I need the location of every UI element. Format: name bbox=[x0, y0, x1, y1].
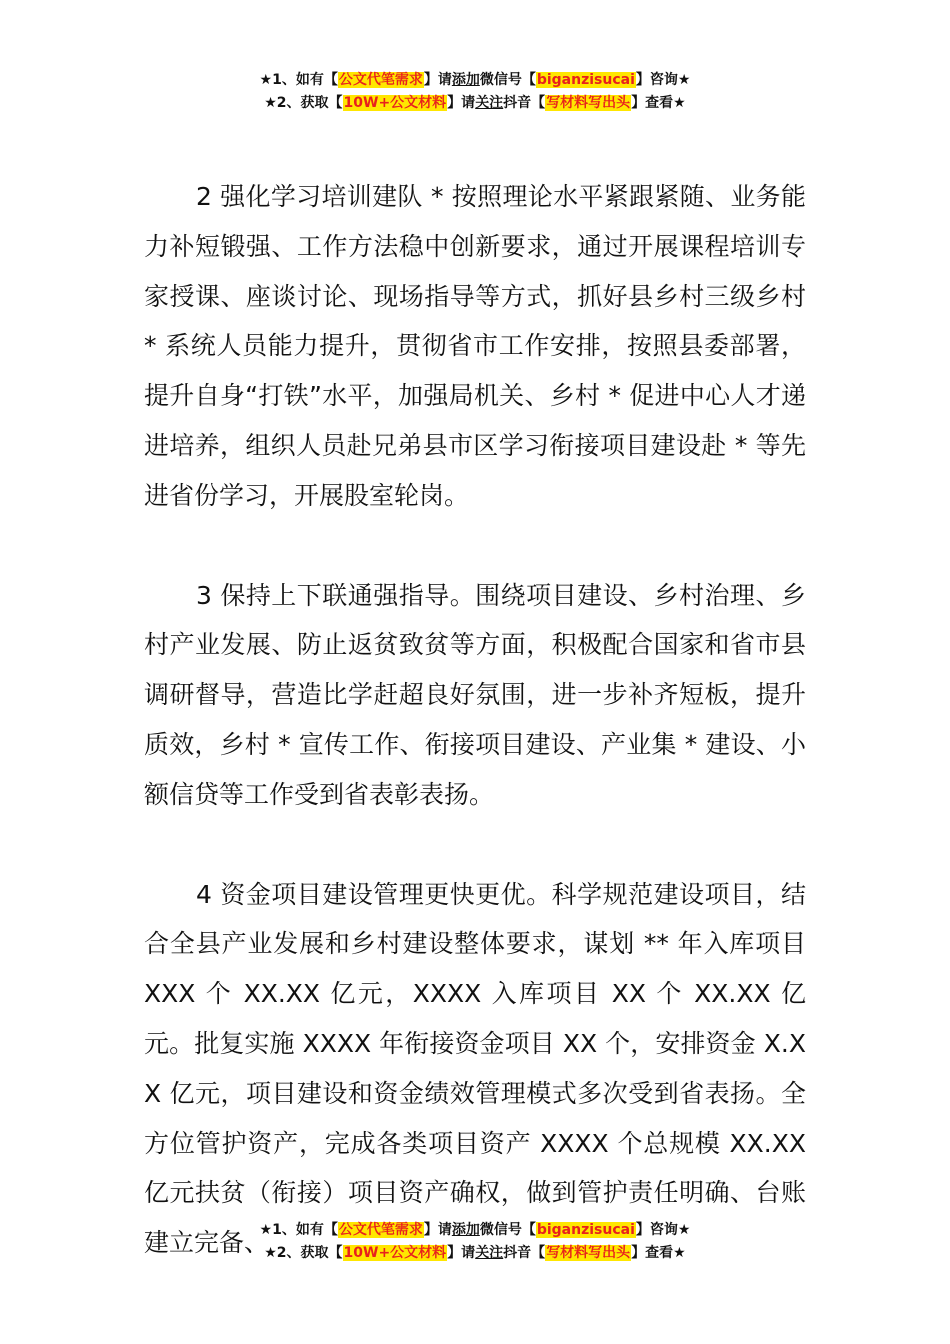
footer-banner bbox=[0, 1219, 950, 1265]
footer-line-2-suffix: 】查看★ bbox=[631, 1245, 686, 1261]
footer-line-1-prefix: ★1、如有【 bbox=[259, 1222, 338, 1238]
footer-line-2-mid-2: 抖音【 bbox=[503, 1245, 546, 1261]
header-line-1-underlined: 添加 bbox=[451, 72, 480, 88]
paragraph-2-training: 2 强化学习培训建队 * 按照理论水平紧跟紧随、业务能力补短锻强、工作方法稳中创新要求，通过开展课程培训专家授课、座谈讨论、现场指导等方式，抓好县乡村三级乡村 * 系统人员能力提升，贯彻省市工作安排，按照县委部署，提升自身“打铁”水平，加强局机关、乡村 * 促进中心人才递进培养，组织人员赴兄弟县市区学习衔接项目建设赴 * 等先进省份学习，开展股室轮岗。 bbox=[144, 182, 806, 510]
footer-line-2-highlight-douyin-account: 写材料写出头 bbox=[546, 1245, 631, 1261]
footer-line-2-highlight-materials: 10W+公文材料 bbox=[343, 1245, 447, 1261]
footer-line-2-underlined: 关注 bbox=[475, 1245, 504, 1261]
header-banner bbox=[0, 69, 950, 115]
footer-banner-line-2 bbox=[0, 1242, 950, 1265]
header-line-2-prefix: ★2、获取【 bbox=[264, 95, 343, 111]
footer-line-1-mid-2: 微信号【 bbox=[479, 1222, 536, 1238]
header-line-1-mid-2: 微信号【 bbox=[479, 72, 536, 88]
header-line-2-underlined: 关注 bbox=[475, 95, 504, 111]
header-line-1-highlight-wechat-id: biganzisucai bbox=[536, 72, 635, 88]
header-banner-line-1 bbox=[0, 69, 950, 92]
header-line-2-mid-2: 抖音【 bbox=[503, 95, 546, 111]
footer-banner-line-1 bbox=[0, 1219, 950, 1242]
header-banner-line-2 bbox=[0, 92, 950, 115]
footer-line-2-prefix: ★2、获取【 bbox=[264, 1245, 343, 1261]
header-line-1-mid: 】请 bbox=[423, 72, 452, 88]
header-line-2-mid: 】请 bbox=[447, 95, 476, 111]
document-body bbox=[144, 172, 806, 1268]
header-line-2-highlight-douyin-account: 写材料写出头 bbox=[546, 95, 631, 111]
paragraph-4-funding-projects: 4 资金项目建设管理更快更优。科学规范建设项目，结合全县产业发展和乡村建设整体要求，谋划 ** 年入库项目 XXX 个 XX.XX 亿元，XXXX 入库项目 XX 个 XX.XX 亿元。批复实施 XXXX 年衔接资金项目 XX 个，安排资金 X.XX 亿元，项目建设和资金绩效管理模式多次受到省表扬。全方位管护资产，完成各类项目资产 XXXX 个总规模 XX.XX 亿元扶贫（衔接）项目资产确权，做到管护责任明确、台账建立完备、 bbox=[144, 879, 806, 1258]
header-line-1-highlight-service: 公文代笔需求 bbox=[338, 72, 423, 88]
footer-line-2-mid: 】请 bbox=[447, 1245, 476, 1261]
header-line-2-suffix: 】查看★ bbox=[631, 95, 686, 111]
footer-line-1-highlight-wechat-id: biganzisucai bbox=[536, 1222, 635, 1238]
paragraph-3-guidance: 3 保持上下联通强指导。围绕项目建设、乡村治理、乡村产业发展、防止返贫致贫等方面，积极配合国家和省市县调研督导，营造比学赶超良好氛围，进一步补齐短板，提升质效，乡村 * 宣传工作、衔接项目建设、产业集 * 建设、小额信贷等工作受到省表彰表扬。 bbox=[144, 580, 806, 809]
footer-line-1-highlight-service: 公文代笔需求 bbox=[338, 1222, 423, 1238]
header-line-2-highlight-materials: 10W+公文材料 bbox=[343, 95, 447, 111]
footer-line-1-suffix: 】咨询★ bbox=[635, 1222, 691, 1238]
footer-line-1-underlined: 添加 bbox=[451, 1222, 480, 1238]
footer-line-1-mid: 】请 bbox=[423, 1222, 452, 1238]
header-line-1-suffix: 】咨询★ bbox=[635, 72, 691, 88]
header-line-1-prefix: ★1、如有【 bbox=[259, 72, 338, 88]
